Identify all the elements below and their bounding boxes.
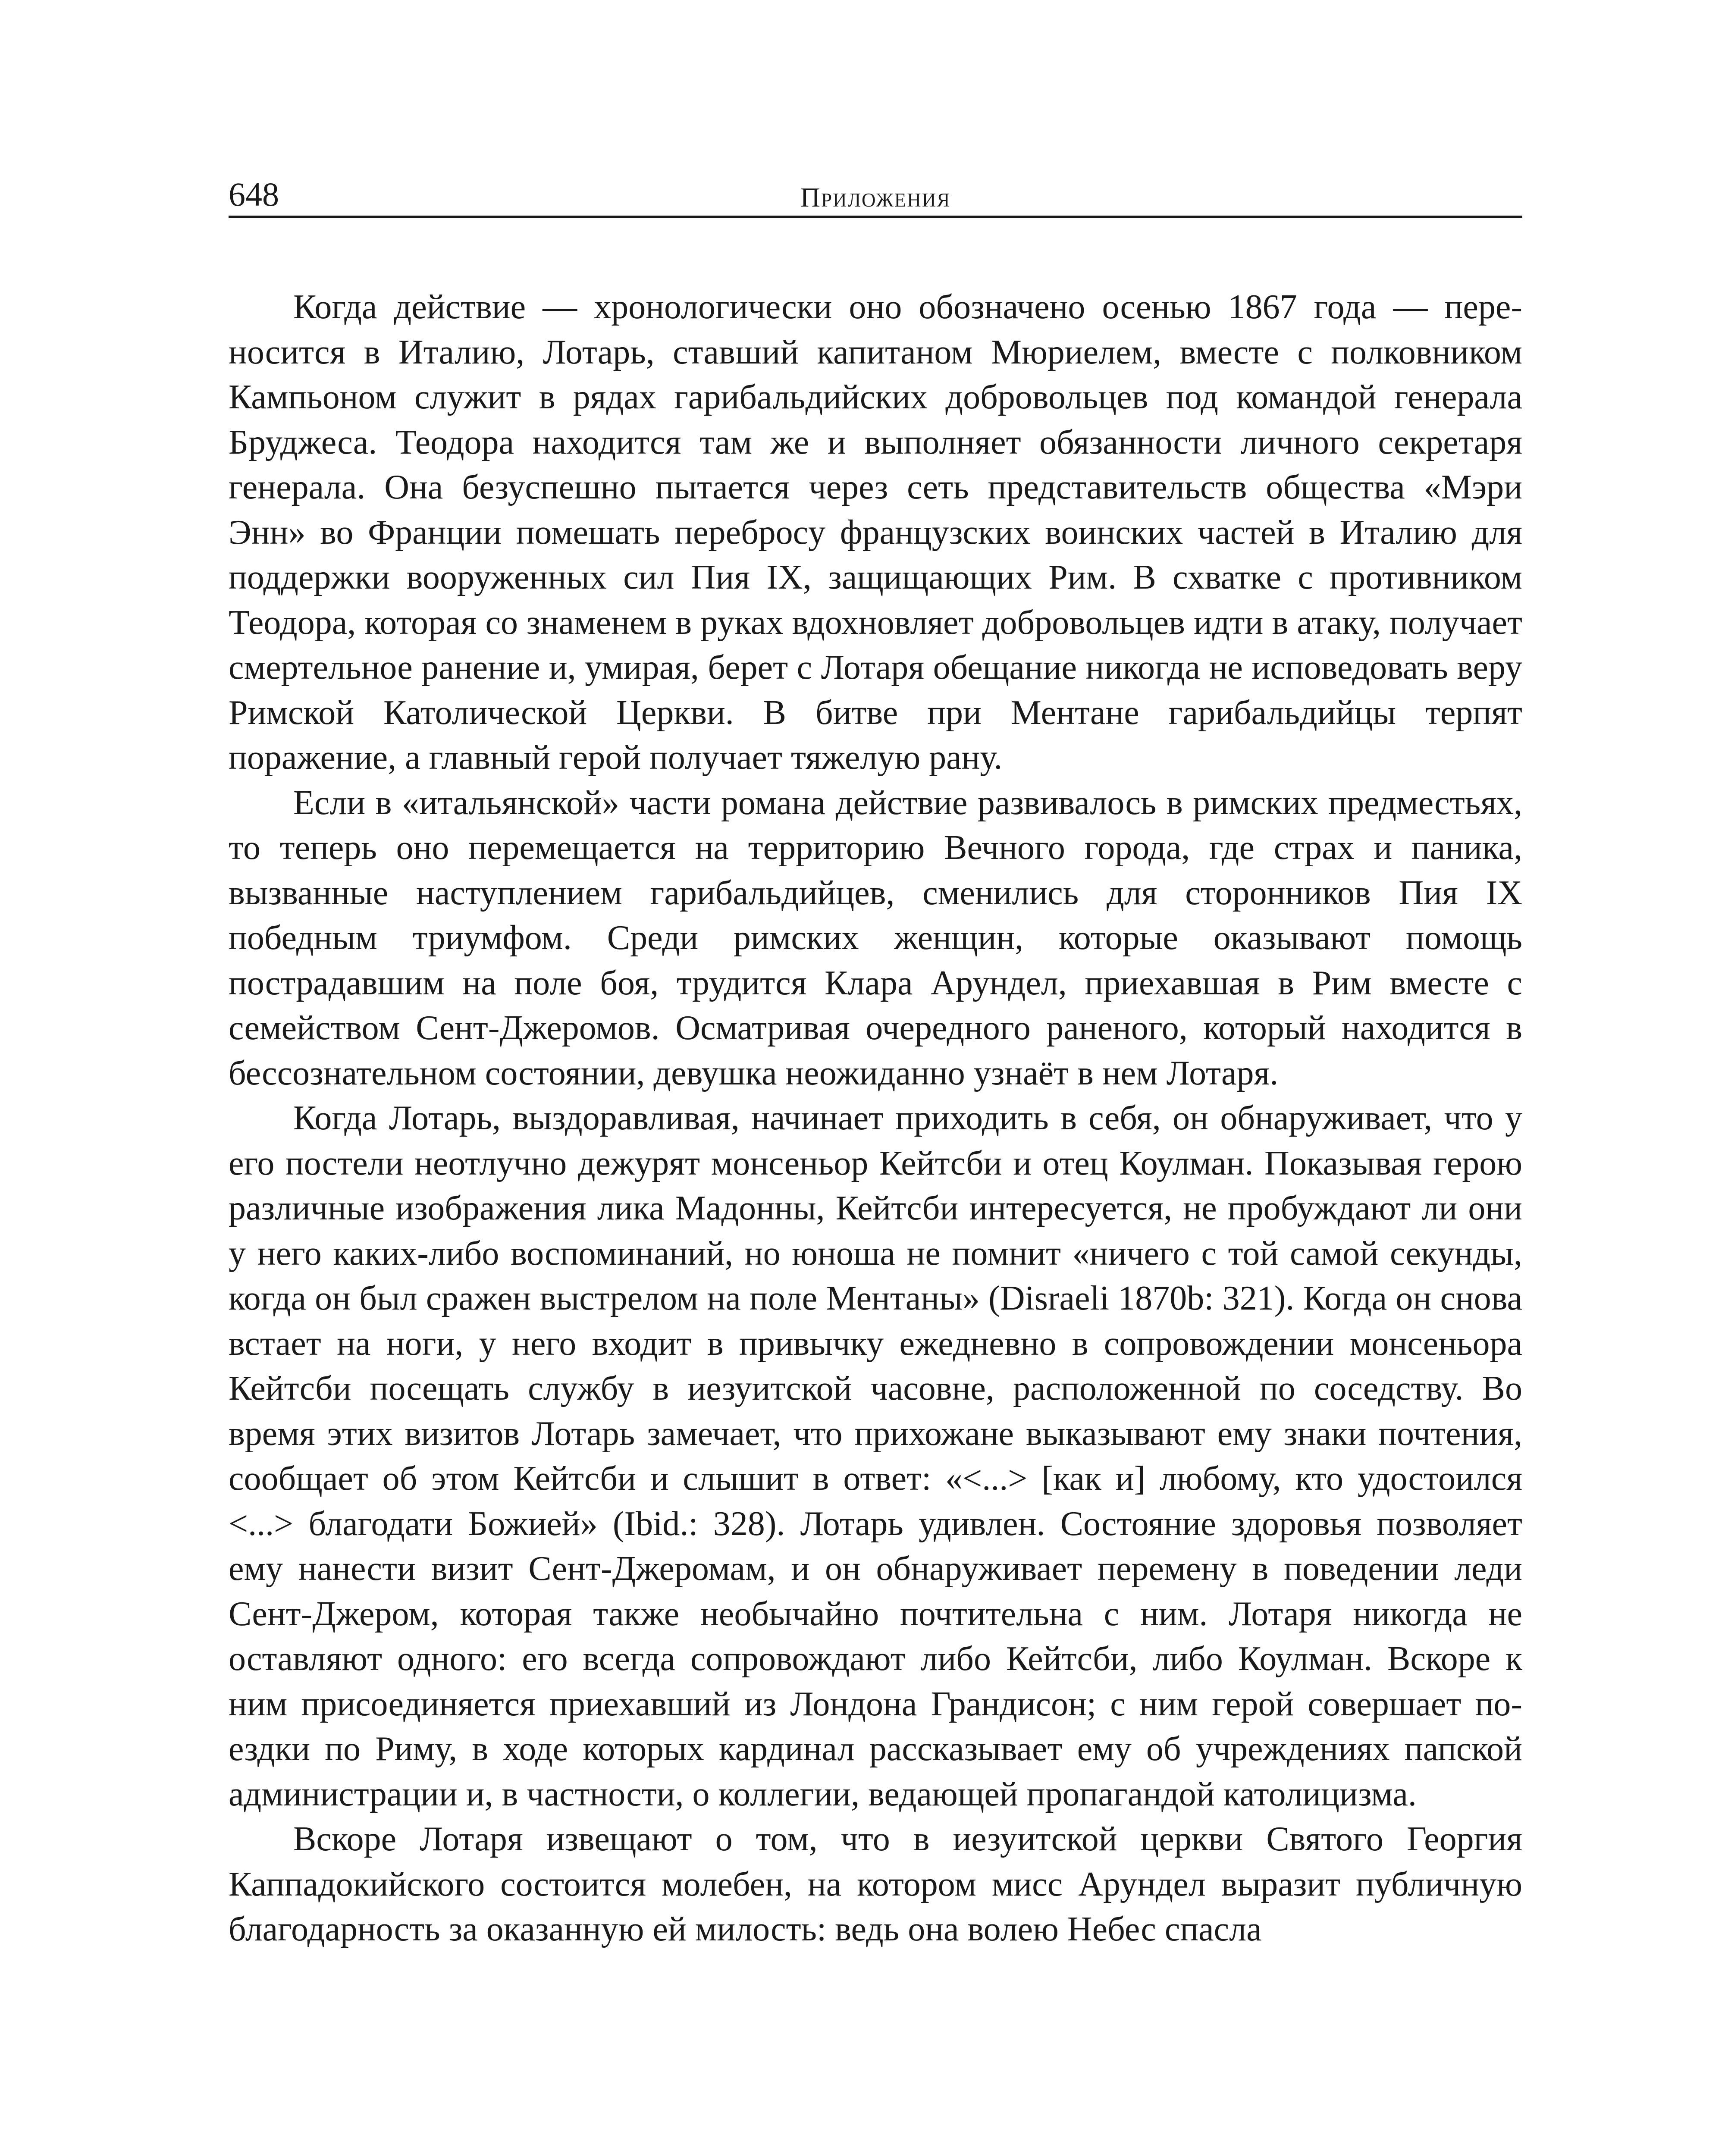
- body-text: [229, 285, 1522, 1952]
- page-header: [229, 164, 1522, 218]
- paragraph: Если в «итальянской» части романа действие развивалось в римских предместьях, то теперь оно перемещается на территорию Вечного города, где страх и паника, вызванные наступлением гарибальдийцев, сменились для сторонников Пия IX победным триумфом. Среди римских женщин, которые оказывают помощь пострадавшим на поле боя, трудится Клара Арундел, приехавшая в Рим вместе с семейством Сент-Джеромов. Осматривая очередного раненого, который находится в бессознательном состоянии, девушка неожиданно узнаёт в нем Лотаря.: [229, 783, 1522, 1092]
- paragraph: Когда Лотарь, выздоравливая, начинает приходить в себя, он обнаруживает, что у его постели неотлучно дежурят монсеньор Кейтсби и отец Коулман. Показывая герою различные изображения лика Мадонны, Кейтсби интересуется, не пробуждают ли они у него каких-либо воспоминаний, но юноша не помнит «ничего с той самой секунды, когда он был сражен выстрелом на поле Ментаны» (Disraeli 1870b: 321). Когда он снова встает на ноги, у него входит в привычку ежедневно в сопровождении монсеньора Кейтсби посещать службу в иезуитской часовне, расположенной по соседству. Во время этих визитов Лотарь замечает, что прихожане выказывают ему знаки почтения, сообщает об этом Кейтсби и слышит в ответ: «<...> [как и] любому, кто удостоился <...> благодати Божией» (Ibid.: 328). Лотарь удивлен. Состояние здоровья позволяет ему нанести визит Сент-Джеромам, и он обнаруживает перемену в поведении леди Сент-Джером, которая также необычайно почтительна с ним. Лотаря никогда не оставляют одного: его всегда сопровождают либо Кейтсби, либо Коулман. Вскоре к ним присоединяется приехавший из Лондона Грандисон; с ним герой совершает поездки по Риму, в ходе которых кардинал рассказывает ему об учреждениях папской администрации и, в частности, о коллегии, ведающей пропагандой католицизма.: [229, 1099, 1522, 1813]
- book-page: [229, 164, 1522, 1952]
- page-number: 648: [229, 175, 279, 213]
- running-title: Приложения: [800, 182, 951, 213]
- paragraph: Вскоре Лотаря извещают о том, что в иезуитской церкви Святого Георгия Каппадокийского состоится молебен, на котором мисс Арундел выразит публичную благодарность за оказанную ей милость: ведь она волею Небес спасла: [229, 1820, 1522, 1948]
- paragraph: Когда действие — хронологически оно обозначено осенью 1867 года — переносится в Италию, Лотарь, ставший капитаном Мюриелем, вместе с полковником Кампьоном служит в рядах гарибальдийских добровольцев под командой генерала Бруджеса. Теодора находится там же и выполняет обязанности личного секретаря генерала. Она безуспешно пытается через сеть представительств общества «Мэри Энн» во Франции помешать переброcу французских воинских частей в Италию для поддержки вооруженных сил Пия IX, защищающих Рим. В схватке с противником Теодора, которая со знаменем в руках вдохновляет добровольцев идти в атаку, получает смертельное ранение и, умирая, берет с Лотаря обещание никогда не исповедовать веру Римской Католической Церкви. В битве при Ментане гарибальдийцы терпят поражение, а главный герой получает тяжелую рану.: [229, 288, 1522, 777]
